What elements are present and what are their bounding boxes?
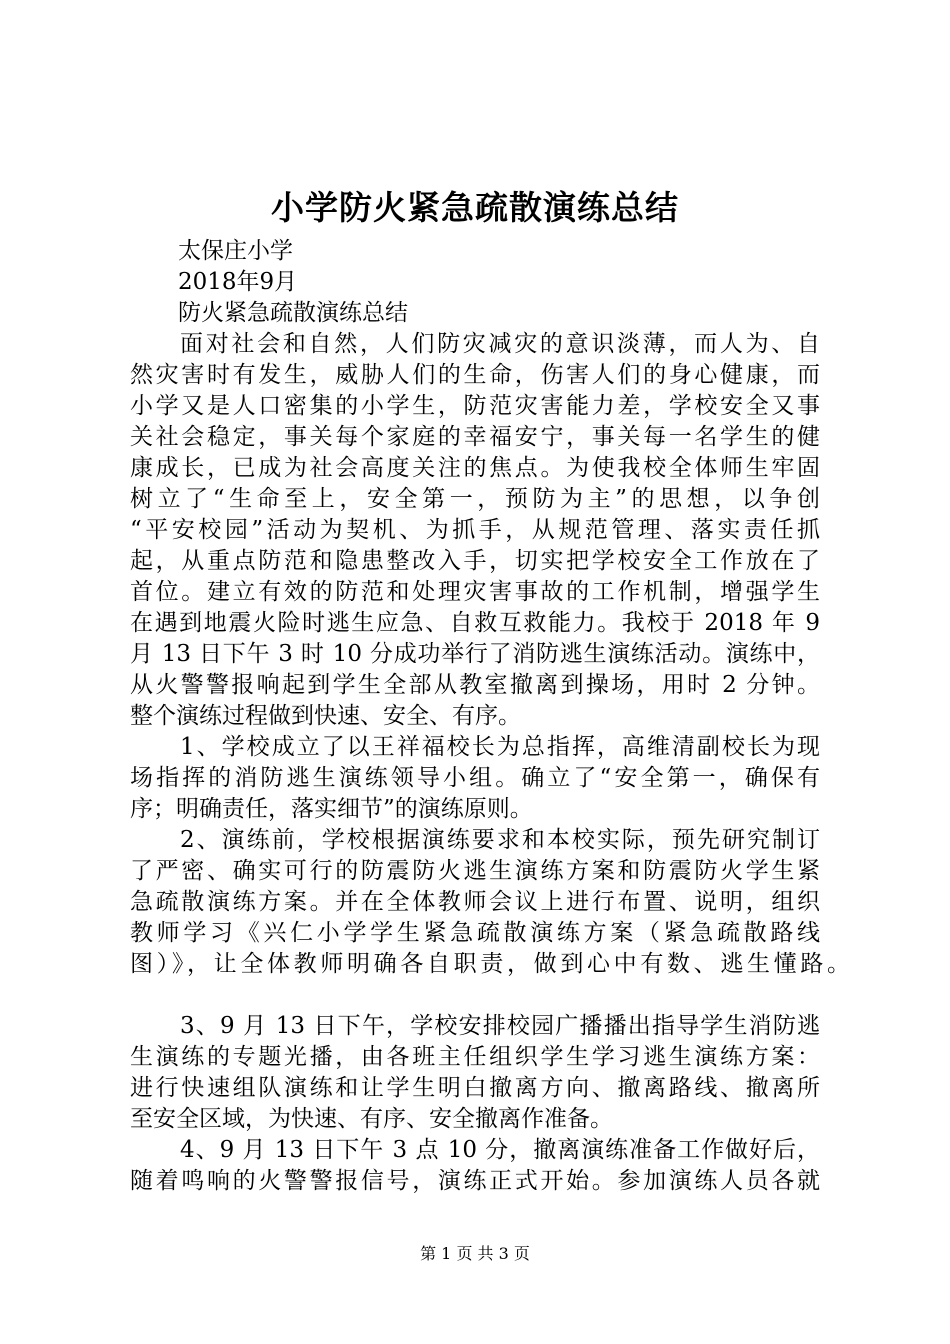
body-line: 起，从重点防范和隐患整改入手，切实把学校安全工作放在了 [130, 548, 820, 574]
body-line: 在遇到地震火险时逃生应急、自救互救能力。我校于 2018 年 9 [130, 610, 820, 636]
body-line: 首位。建立有效的防范和处理灾害事故的工作机制，增强学生 [130, 579, 820, 605]
body-line: 序；明确责任，落实细节”的演练原则。 [130, 796, 533, 822]
body-line: 从火警警报响起到学生全部从教室撤离到操场，用时 2 分钟。 [130, 672, 820, 698]
body-line: 关社会稳定，事关每个家庭的幸福安宁，事关每一名学生的健 [130, 424, 820, 450]
body-line: 康成长，已成为社会高度关注的焦点。为使我校全体师生牢固 [130, 455, 820, 481]
body-line: 了严密、确实可行的防震防火逃生演练方案和防震防火学生紧 [130, 858, 820, 884]
body-line: 进行快速组队演练和让学生明白撤离方向、撤离路线、撤离所 [130, 1075, 820, 1101]
page-footer: 第 1 页 共 3 页 [420, 1244, 530, 1263]
body-line: “平安校园”活动为契机、为抓手，从规范管理、落实责任抓 [130, 517, 820, 543]
document-title: 小学防火紧急疏散演练总结 [271, 188, 679, 227]
body-line: 1、学校成立了以王祥福校长为总指挥，高维清副校长为现 [180, 734, 820, 760]
body-line: 场指挥的消防逃生演练领导小组。确立了“安全第一，确保有 [130, 765, 820, 791]
body-line: 急疏散演练方案。并在全体教师会议上进行布置、说明，组织 [130, 889, 820, 915]
document-date: 2018年9月 [178, 269, 298, 295]
body-line: 小学又是人口密集的小学生，防范灾害能力差，学校安全又事 [130, 393, 820, 419]
body-line: 面对社会和自然，人们防灾减灾的意识淡薄，而人为、自 [180, 331, 820, 357]
body-line: 整个演练过程做到快速、安全、有序。 [130, 703, 521, 729]
school-name: 太保庄小学 [178, 238, 293, 264]
body-line: 3、9 月 13 日下午，学校安排校园广播播出指导学生消防逃 [180, 1013, 820, 1039]
body-line: 然灾害时有发生，威胁人们的生命，伤害人们的身心健康，而 [130, 362, 820, 388]
body-line: 生演练的专题光播，由各班主任组织学生学习逃生演练方案： [130, 1044, 820, 1070]
document-subtitle: 防火紧急疏散演练总结 [178, 300, 408, 326]
body-line: 教师学习《兴仁小学学生紧急疏散演练方案（紧急疏散路线 [130, 920, 820, 946]
body-line: 月 13 日下午 3 时 10 分成功举行了消防逃生演练活动。演练中， [130, 641, 820, 667]
body-line: 图）》，让全体教师明确各自职责，做到心中有数、逃生懂路。 [130, 951, 850, 977]
body-line: 至安全区域，为快速、有序、安全撤离作准备。 [130, 1106, 613, 1132]
body-line: 树立了“生命至上，安全第一，预防为主”的思想，以争创 [130, 486, 820, 512]
body-line: 4、9 月 13 日下午 3 点 10 分，撤离演练准备工作做好后， [180, 1137, 820, 1163]
body-line: 2、演练前，学校根据演练要求和本校实际，预先研究制订 [180, 827, 820, 853]
body-line: 随着鸣响的火警警报信号，演练正式开始。参加演练人员各就 [130, 1168, 820, 1194]
